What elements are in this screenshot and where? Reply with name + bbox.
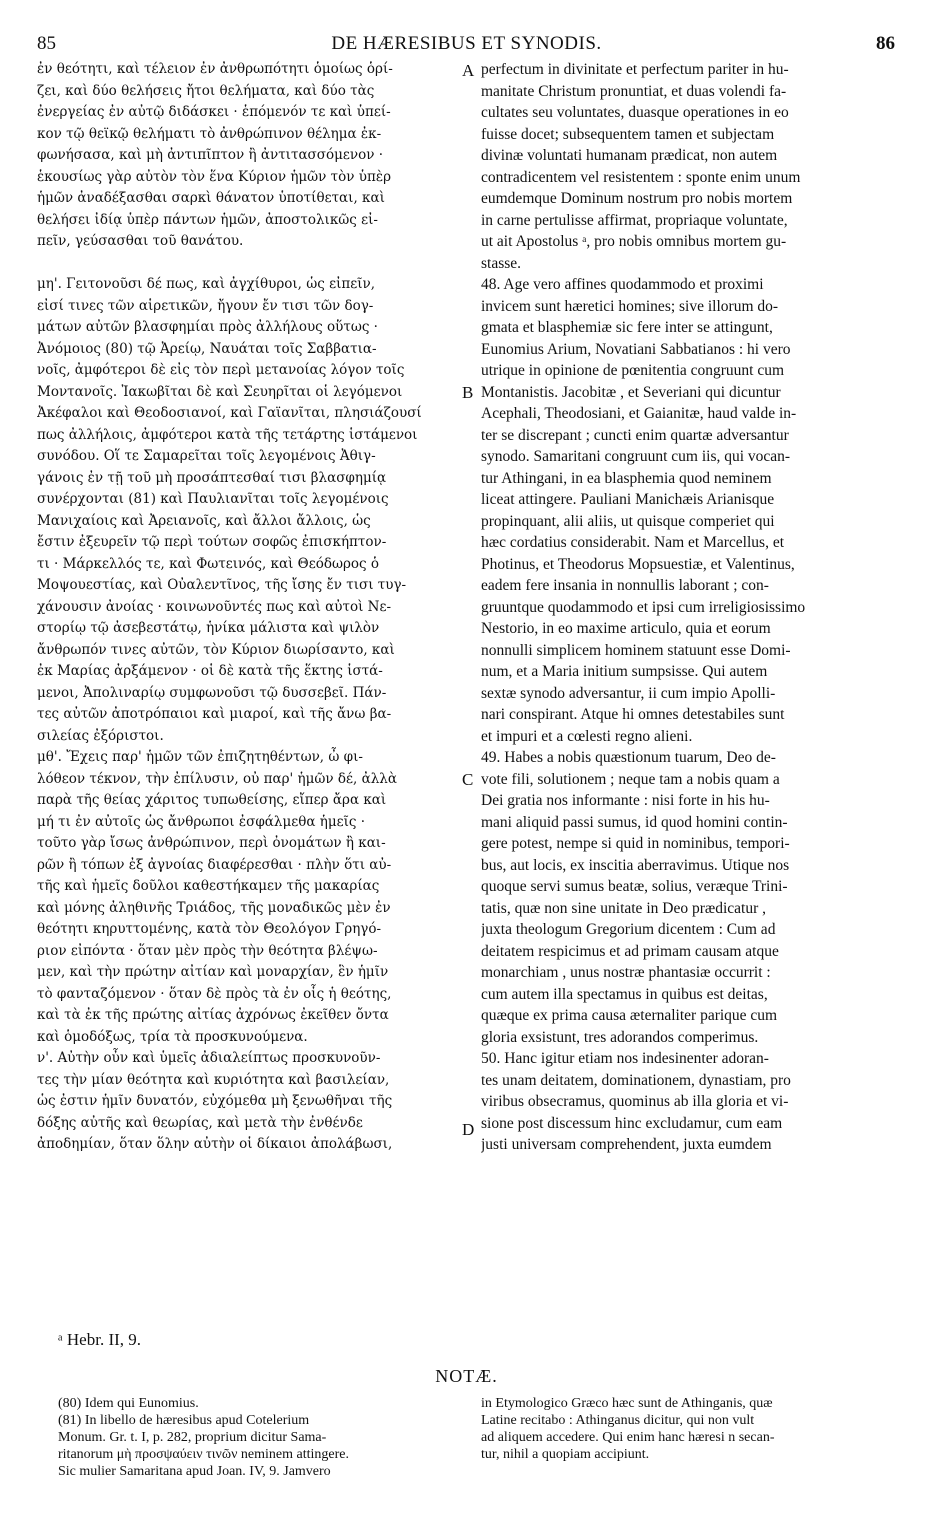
latin-text-line: perfectum in divinitate et perfectum pariter in hu- bbox=[481, 61, 789, 78]
latin-text-line: manitate Christum pronuntiat, et duas volendi fa- bbox=[481, 82, 787, 100]
greek-text-line: νοῖς, ἀμφότεροι δὲ εἰς τὸν περὶ μετανοίας λόγον τοῖς bbox=[37, 362, 405, 378]
latin-text-line: tur Athingani, in ea blasphemia quod neminem bbox=[481, 469, 772, 487]
latin-text-line: Nestorio, in eo maxime articulo, quia et eorum bbox=[481, 620, 771, 637]
greek-text-line: Μανιχαίοις καὶ Ἀρειανοῖς, καὶ ἄλλοι ἄλλοις, ὡς bbox=[37, 512, 371, 529]
greek-text-line: παρὰ τῆς θείας χάριτος τυπωθείσης, εἴπερ ἄρα καὶ bbox=[37, 792, 387, 808]
latin-text-line: quæque ex prima causa æternaliter parique cum bbox=[481, 1007, 778, 1024]
note-line: ritanorum μὴ προσψαύειν τινῶν neminem attingere. bbox=[58, 1447, 349, 1462]
greek-text-line: ἔστιν ἐξευρεῖν τῷ περὶ τούτων σοφῶς ἐπισκήπτον- bbox=[37, 534, 387, 550]
greek-text-line: μενοι, Ἀπολιναρίῳ συμφωνοῦσι τῷ δυσσεβεῖ. Πάν- bbox=[37, 684, 387, 701]
greek-text-line: ἀποδημίαν, ὅταν ὅλην αὐτὴν οἱ δίκαιοι ἀπολάβωσι, bbox=[37, 1136, 393, 1152]
greek-text-line: πως ἀλλήλοις, ἀμφότεροι κατὰ τῆς τετάρτης ἱστάμενοι bbox=[37, 426, 418, 443]
greek-text-line: στορίῳ τῷ ἀσεβεστάτῳ, ἡνίκα μάλιστα καὶ ψιλὸν bbox=[37, 620, 380, 636]
note-line: (80) Idem qui Eunomius. bbox=[58, 1396, 199, 1411]
latin-text-line: monarchiam , unus nostræ phantasiæ occurrit : bbox=[481, 964, 771, 981]
latin-text-line: liceat attingere. Pauliani Manichæis Arianisque bbox=[481, 491, 775, 508]
latin-text-line: cum autem illa spectamus in quibus est deitas, bbox=[481, 985, 768, 1003]
greek-text-line: ριον εἰπόντα · ὅταν μὲν πρὸς τὴν θεότητα βλέψω- bbox=[37, 942, 378, 959]
greek-text-line: σιλείας ἐξόριστοι. bbox=[37, 727, 164, 744]
note-line: Monum. Gr. t. I, p. 282, proprium dicitur Sama- bbox=[58, 1430, 327, 1445]
latin-text-line: sione post discessum hinc excludamur, cum eam bbox=[481, 1114, 783, 1132]
greek-text-line: καὶ τὰ ἐκ τῆς πρώτης αἰτίας ἀχρόνως ἐκεῖθεν ὄντα bbox=[37, 1007, 389, 1023]
greek-text-line: τες τὴν μίαν θεότητα καὶ κυριότητα καὶ βασιλείαν, bbox=[37, 1071, 390, 1088]
greek-text-line: μεν, καὶ τὴν πρώτην αἰτίαν καὶ μοναρχίαν, ἓν ἡμῖν bbox=[37, 964, 389, 980]
latin-text-line: Montanistis. Jacobitæ , et Severiani qui dicuntur bbox=[481, 383, 781, 401]
margin-marker-b: B bbox=[462, 383, 474, 402]
latin-text-line: contradicentem vel resistentem : sponte enim unum bbox=[481, 168, 801, 186]
latin-text-line: justi universam comprehendent, juxta eumdem bbox=[481, 1136, 772, 1153]
latin-text-line: gere potest, nempe si quid in nominibus, tempori- bbox=[481, 835, 790, 852]
note-line: ad aliquem accedere. Qui enim hanc hæresi n secan- bbox=[481, 1430, 775, 1445]
greek-text-line: τοῦτο γὰρ ἴσως ἀνθρώπινον, περὶ ὀνομάτων ἢ και- bbox=[37, 835, 386, 851]
latin-text-line: utrique in opinione de pœnitentia congruunt cum bbox=[481, 362, 785, 379]
greek-text-line: συνέρχονται (81) καὶ Παυλιανῖται τοῖς λεγομένοις bbox=[37, 491, 389, 507]
latin-text-column bbox=[481, 59, 896, 1156]
latin-text-line: ut ait Apostolus ᵃ, pro nobis omnibus mortem gu- bbox=[481, 233, 787, 250]
greek-text-line: τὸ φανταζόμενον · ὅταν δὲ πρὸς τὰ ἐν οἷς ἡ θεότης, bbox=[37, 985, 392, 1002]
latin-text-line: hæc cordatius considerabit. Nam et Marcellus, et bbox=[481, 534, 785, 551]
latin-text-line: mani aliquid passi sumus, id quod homini contin- bbox=[481, 813, 788, 831]
greek-text-line: Ἀνόμοιος (80) τῷ Ἀρείῳ, Ναυάται τοῖς Σαββατια- bbox=[37, 340, 377, 357]
footnote: ᵃ Hebr. II, 9. bbox=[58, 1330, 142, 1349]
page-header bbox=[0, 33, 933, 57]
latin-text-line: juxta theologum Gregorium dicentem : Cum ad bbox=[481, 921, 776, 938]
note-line: Latine recitabo : Athinganus dicitur, qui non vult bbox=[481, 1413, 755, 1428]
latin-text-line: in carne pertulisse affirmat, propriaque voluntate, bbox=[481, 211, 788, 229]
greek-text-line: φωνήσασα, καὶ μὴ ἀντιπῖπτον ἢ ἀντιτασσόμενον · bbox=[37, 147, 384, 163]
margin-marker-d: D bbox=[462, 1120, 475, 1139]
latin-text-line: 48. Age vero affines quodammodo et proximi bbox=[481, 276, 764, 293]
latin-text-line: et impuri et a cœlesti regno alieni. bbox=[481, 727, 693, 745]
greek-text-line: καὶ ὁμοδόξως, τρία τὰ προσκυνούμενα. bbox=[37, 1028, 308, 1045]
page-number-right: 86 bbox=[876, 33, 895, 54]
latin-text-line: nari conspirant. Atque hi omnes detestabiles sunt bbox=[481, 706, 785, 723]
latin-text-line: tatis, quæ non sine unitate in Deo prædicatur , bbox=[481, 899, 766, 917]
latin-text-line: propinquant, alii aliis, ut quisque comperiet qui bbox=[481, 512, 775, 530]
greek-text-line: μάτων αὐτῶν βλασφημίαι πρὸς ἀλλήλους οὕτως · bbox=[37, 319, 378, 335]
greek-text-line: ὡς ἐστιν ἡμῖν δυνατόν, εὐχόμεθα μὴ ξενωθῆναι τῆς bbox=[37, 1093, 393, 1109]
latin-text-line: gruuntque quodammodo et ipsi cum irreligiosissimo bbox=[481, 598, 806, 616]
margin-marker-c: C bbox=[462, 770, 474, 789]
latin-text-line: num, et a Maria initium sumpsisse. Qui autem bbox=[481, 663, 768, 680]
latin-text-line: deitatem respicimus et ad primam causam atque bbox=[481, 942, 779, 960]
greek-text-line: τες αὐτῶν ἀποτρόπαιοι καὶ μιαροί, καὶ τῆς ἄνω βα- bbox=[37, 706, 392, 722]
latin-text-line: invicem sunt hæretici homines; sive illorum do- bbox=[481, 297, 779, 315]
greek-text-line: ἡμῶν ἀναδέξασθαι σαρκὶ θάνατον ὑποτίθεται, καὶ bbox=[37, 190, 385, 206]
latin-text-line: nonnulli simplicem hominem statuunt esse Domi- bbox=[481, 641, 791, 659]
latin-text-line: synodo. Samaritani congruunt cum iis, qui vocan- bbox=[481, 448, 791, 465]
greek-text-line: ἐν θεότητι, καὶ τέλειον ἐν ἀνθρωπότητι ὁμοίως ὁρί- bbox=[37, 61, 393, 77]
page-number-left: 85 bbox=[37, 33, 56, 54]
latin-text-line: Photinus, et Theodorus Mopsuestiæ, et Valentinus, bbox=[481, 555, 795, 573]
note-line: Sic mulier Samaritana apud Joan. IV, 9. Jamvero bbox=[58, 1464, 331, 1479]
latin-text-line: gloria exsistunt, tres adorandos comperimus. bbox=[481, 1028, 759, 1046]
greek-text-line: ἄνθρωπόν τινες αὐτῶν, τὸν Κύριον διωρίσαντο, καὶ bbox=[37, 641, 395, 658]
latin-text-line: quoque servi sumus beatæ, solius, veræque Trini- bbox=[481, 878, 788, 895]
greek-text-line: μή τι ἐν αὐτοῖς ὡς ἄνθρωποι ἐσφάλμεθα ἡμεῖς · bbox=[37, 813, 366, 830]
greek-text-line: συνόδου. Οἵ τε Σαμαρεῖται τοῖς λεγομένοις Ἀθιγ- bbox=[37, 448, 376, 464]
greek-text-line: θελήσει ἰδίᾳ ὑπὲρ πάντων ἡμῶν, ἀποστολικῶς εἰ- bbox=[37, 211, 378, 228]
greek-text-line: χάνουσιν ἀνοίας · κοινωνοῦντές πως καὶ αὐτοὶ Νε- bbox=[37, 598, 392, 615]
latin-text-line: cultates seu voluntates, duasque operationes in eo bbox=[481, 104, 789, 121]
latin-text-line: fuisse docet; subsequentem tamen et subjectam bbox=[481, 125, 775, 143]
note-line: in Etymologico Græco hæc sunt de Athinganis, quæ bbox=[481, 1396, 773, 1411]
greek-text-line: ἐκ Μαρίας ἀρξάμενον · οἱ δὲ κατὰ τῆς ἕκτης ἱστά- bbox=[37, 663, 383, 679]
latin-text-line: tes unam deitatem, dominationem, dynastiam, pro bbox=[481, 1071, 791, 1089]
latin-text-line: stasse. bbox=[481, 254, 522, 272]
note-line: (81) In libello de hæresibus apud Cotelerium bbox=[58, 1413, 310, 1428]
margin-marker-a: A bbox=[462, 61, 475, 80]
latin-text-line: sextæ synodo adversantur, ii cum impio Apolli- bbox=[481, 684, 776, 702]
greek-text-line: πεῖν, γεύσασθαι τοῦ θανάτου. bbox=[37, 233, 244, 249]
greek-text-line: Ἀκέφαλοι καὶ Θεοδοσιανοί, καὶ Γαϊανῖται, πλησιάζουσί bbox=[37, 405, 422, 421]
greek-text-line: θεότητι κηρυττομένης, κατὰ τὸν Θεολόγον Γρηγό- bbox=[37, 921, 382, 937]
greek-text-line: ζει, καὶ δύο θελήσεις ἤτοι θελήματα, καὶ δύο τὰς bbox=[37, 82, 375, 99]
greek-text-line bbox=[37, 253, 455, 275]
latin-text-line: viribus obsecramus, quominus ab illa gloria et vi- bbox=[481, 1093, 789, 1110]
greek-text-column bbox=[37, 59, 455, 1156]
greek-text-line: ρῶν ἢ τόπων ἐξ ἀγνοίας διαφέρεσθαι · πλὴν ὅτι αὐ- bbox=[37, 856, 392, 873]
latin-text-line: eumdemque Dominum nostrum pro nobis mortem bbox=[481, 190, 793, 207]
greek-text-line: ν'. Αὐτὴν οὖν καὶ ὑμεῖς ἀδιαλείπτως προσκυνοῦν- bbox=[37, 1050, 381, 1066]
latin-text-line: ter se discrepant ; cuncti enim quartæ adversantur bbox=[481, 426, 789, 444]
greek-text-line: τῆς καὶ ἡμεῖς δοῦλοι καθεστήκαμεν τῆς μακαρίας bbox=[37, 878, 380, 894]
greek-text-line: τι · Μάρκελλός τε, καὶ Φωτεινός, καὶ Θεόδωρος ὁ bbox=[37, 555, 380, 572]
notes-heading: NOTÆ. bbox=[435, 1366, 498, 1386]
greek-text-line: Μοντανοῖς. Ἰακωβῖται δὲ καὶ Σευηρῖται οἱ λεγόμενοι bbox=[37, 383, 403, 400]
greek-text-line: γάνοις ἐν τῇ τοῦ μὴ προσάπτεσθαί τισι βλασφημίᾳ bbox=[37, 469, 387, 486]
notes-right-column bbox=[481, 1395, 896, 1463]
latin-text-line: Acephali, Theodosiani, et Gaianitæ, haud valde in- bbox=[481, 405, 797, 422]
latin-text-line: eadem fere insania in nonnullis laborant ; con- bbox=[481, 577, 769, 594]
greek-text-line: ἐνεργείας ἐν αὐτῷ διδάσκει · ἑπόμενόν τε καὶ ὑπεί- bbox=[37, 104, 391, 120]
greek-text-line: δόξης αὐτῆς καὶ θεωρίας, καὶ μετὰ τὴν ἐνθένδε bbox=[37, 1114, 363, 1131]
greek-text-line: κον τῷ θεϊκῷ θελήματι τὸ ἀνθρώπινον θέλημα ἐκ- bbox=[37, 125, 382, 142]
greek-text-line: εἰσί τινες τῶν αἱρετικῶν, ἤγουν ἔν τισι τῶν δογ- bbox=[37, 297, 374, 314]
greek-text-line: μθ'. Ἔχεις παρ' ἡμῶν τῶν ἐπιζητηθέντων, ὦ φι- bbox=[37, 749, 363, 765]
running-title: DE HÆRESIBUS ET SYNODIS. bbox=[331, 33, 602, 54]
note-line: tur, nihil a quopiam accipiunt. bbox=[481, 1447, 650, 1462]
latin-text-line: divinæ voluntati humanam prædicat, non autem bbox=[481, 147, 778, 164]
greek-text-line: ἑκουσίως γὰρ αὐτὸν τὸν ἕνα Κύριον ἡμῶν τὸν ὑπὲρ bbox=[37, 168, 392, 185]
latin-text-line: Dei gratia nos informante : nisi forte in his hu- bbox=[481, 792, 770, 809]
latin-text-line: vote fili, solutionem ; neque tam a nobis quam a bbox=[481, 770, 780, 788]
greek-text-line: λόθεον τέκνον, τὴν ἐπίλυσιν, οὐ παρ' ἡμῶν δέ, ἀλλὰ bbox=[37, 770, 397, 787]
latin-text-line: Eunomius Arium, Novatiani Sabbatianos : hi vero bbox=[481, 340, 791, 358]
notes-left-column bbox=[58, 1395, 458, 1480]
latin-text-line: 49. Habes a nobis quæstionum tuarum, Deo de- bbox=[481, 749, 776, 766]
greek-text-line: Μοψουεστίας, καὶ Οὐαλεντῖνος, τῆς ἴσης ἔν τισι τυγ- bbox=[37, 577, 407, 593]
latin-text-line: bus, aut locis, ex inscitia aberravimus. Utique nos bbox=[481, 856, 790, 874]
greek-text-line: μη'. Γειτονοῦσι δέ πως, καὶ ἀγχίθυροι, ὡς εἰπεῖν, bbox=[37, 276, 376, 292]
latin-text-line: gmata et blasphemiæ sic fere inter se attingunt, bbox=[481, 319, 773, 336]
latin-text-line: 50. Hanc igitur etiam nos indesinenter adoran- bbox=[481, 1050, 769, 1067]
greek-text-line: καὶ μόνης ἀληθινῆς Τριάδος, τῆς μοναδικῶς μὲν ἐν bbox=[37, 899, 391, 916]
